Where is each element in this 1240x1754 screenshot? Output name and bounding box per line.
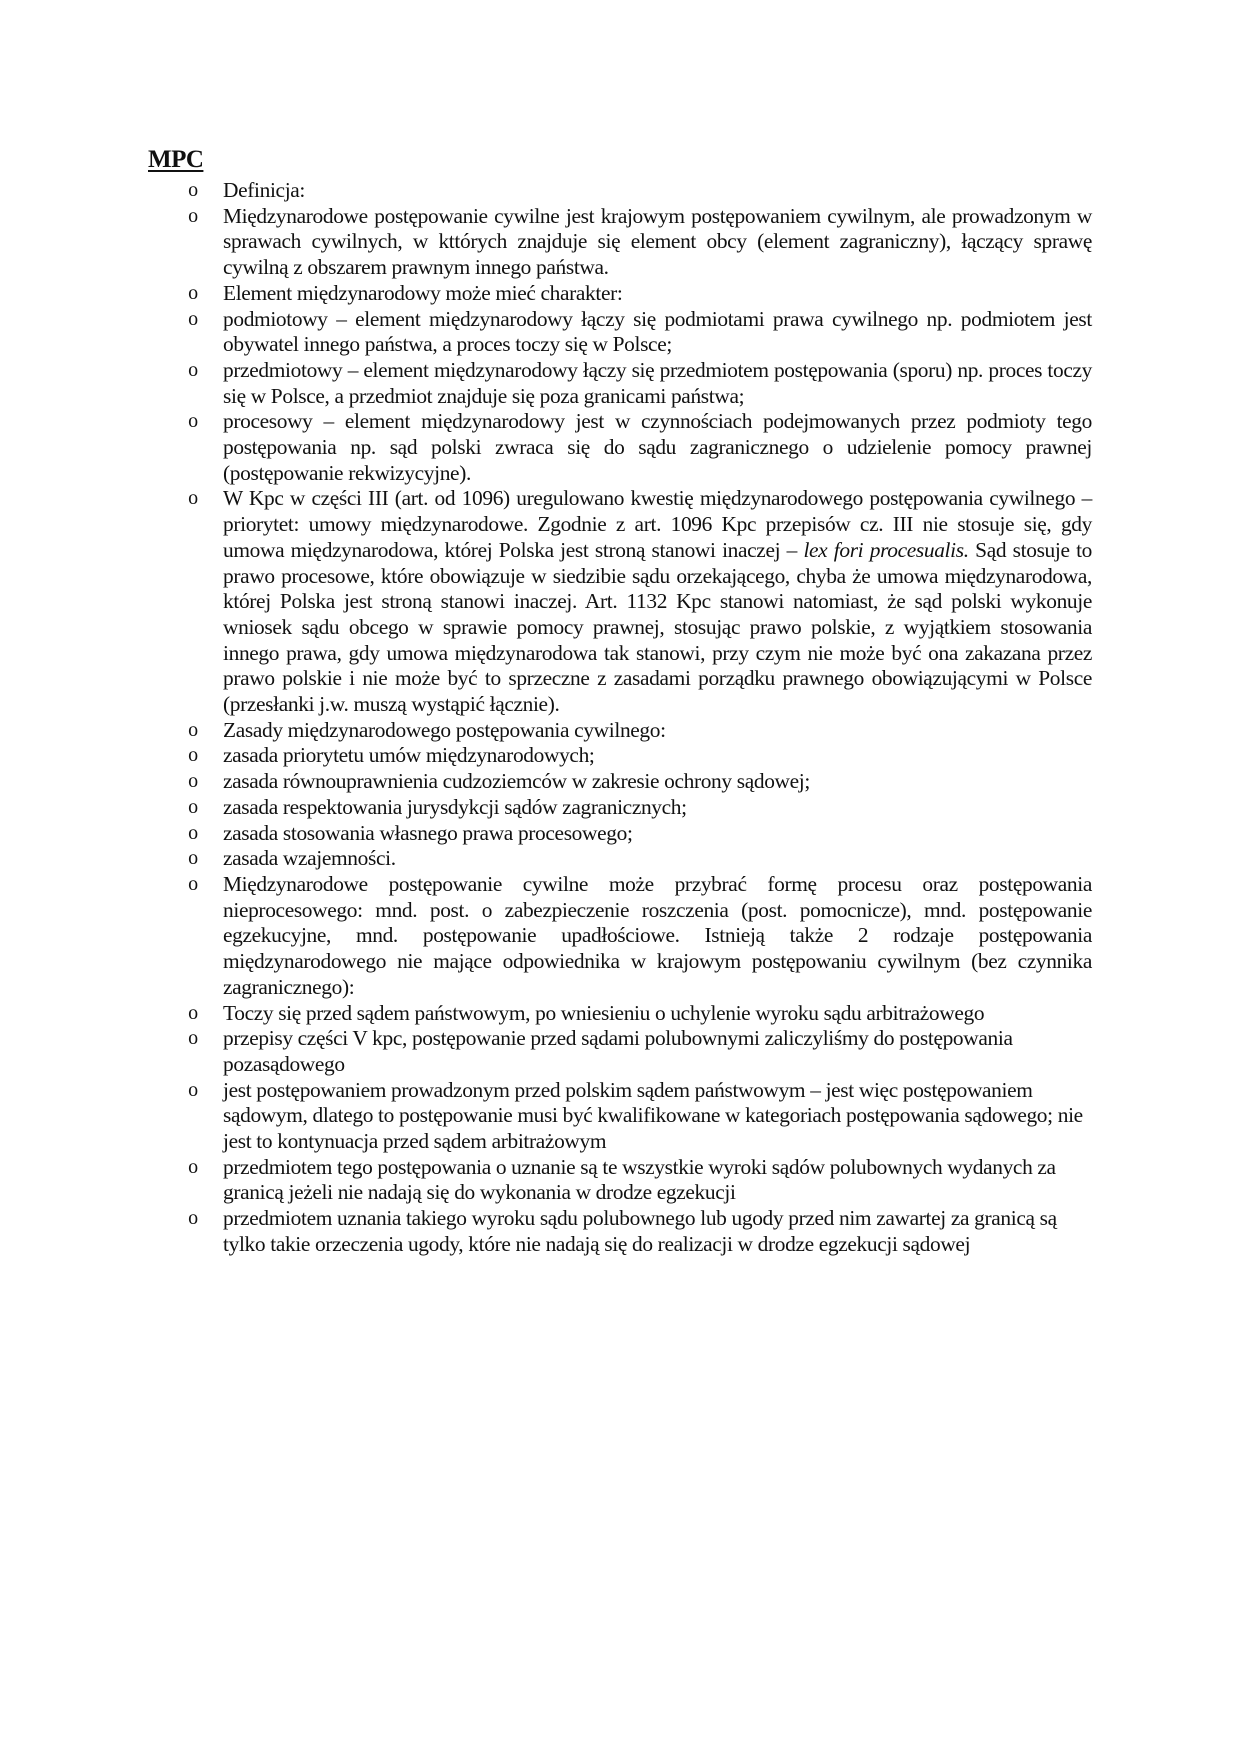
list-item-podmiotowy (186, 307, 1092, 358)
bullet-icon: o (188, 487, 198, 510)
list-item-kpc-part-iii (186, 486, 1092, 717)
list-item-recognition-subject (186, 1155, 1092, 1206)
list-item-principle (186, 821, 1092, 847)
list-item-principle (186, 795, 1092, 821)
list-item-principle (186, 769, 1092, 795)
list-item-definition-heading (186, 178, 1092, 204)
list-item-text: przedmiotowy – element międzynarodowy łączy się przedmiotem postępowania (sporu) np. proces toczy się w Polsce, a przedmiot znajduje się poza granicami państwa; (223, 357, 1092, 408)
list-item-forms (186, 872, 1092, 1001)
list-item-text: zasada stosowania własnego prawa procesowego; (223, 820, 633, 845)
bullet-icon: o (188, 1001, 198, 1024)
list-item-text: jest postępowaniem prowadzonym przed polskim sądem państwowym – jest więc postępowaniem sądowym, dlatego to postępowanie musi być kwalifikowane w kategoriach postępowania sądowego; nie jest to kontynuacja przed sądem arbitrażowym (223, 1077, 1083, 1154)
bullet-icon: o (188, 358, 198, 381)
bullet-icon: o (188, 179, 198, 201)
bullet-list (186, 178, 1092, 1258)
list-item-arbitration-annulment (186, 1001, 1092, 1027)
bullet-icon: o (188, 204, 198, 227)
text-segment: Sąd stosuje to prawo procesowe, które obowiązuje w siedzibie sądu orzekającego, chyba że umowa międzynarodowa, której Polska jest stroną stanowi inaczej. Art. 1132 Kpc stanowi natomiast, że sąd polski wykonuje wniosek sądu obcego w sprawie pomocy prawnej, stosując prawo polskie, z wyjątkiem stosowania innego prawa, gdy umowa międzynarodowa tak stanowi, przy czym nie może być ona zakazana przez prawo polskie i nie może być to sprzeczne z zasadami porządku prawnego obowiązującymi w Polsce (przesłanki j.w. muszą wystąpić łącznie). (223, 537, 1093, 717)
bullet-icon: o (188, 872, 198, 895)
list-item-text (223, 486, 1092, 717)
document-title: MPC (148, 146, 204, 173)
bullet-icon: o (188, 1155, 198, 1178)
list-item-principles-heading (186, 718, 1092, 744)
bullet-icon: o (188, 821, 198, 844)
bullet-icon: o (188, 1078, 198, 1101)
list-item-court-proceedings (186, 1078, 1092, 1155)
list-item-principle (186, 846, 1092, 872)
bullet-icon: o (188, 307, 198, 330)
list-item-text: zasada priorytetu umów międzynarodowych; (223, 743, 595, 768)
list-item-text: przepisy części V kpc, postępowanie przed sądami polubownymi zaliczyliśmy do postępowania pozasądowego (223, 1026, 1013, 1076)
bullet-icon: o (188, 847, 198, 870)
list-item-text: przedmiotem tego postępowania o uznanie są te wszystkie wyroki sądów polubownych wydanych za granicą jeżeli nie nadają się do wykonania w drodze egzekucji (223, 1154, 1056, 1205)
text-segment: W Kpc w części III (art. od 1096) uregulowano kwestię międzynarodowego postępowania cywilnego – priorytet: umowy międzynarodowe. Zgodnie z art. 1096 Kpc przepisów cz. III nie stosuje się, gdy umowa międzynarodowa, której Polska jest stroną stanowi inaczej – (223, 486, 1092, 562)
list-item-text: zasada respektowania jurysdykcji sądów zagranicznych; (223, 794, 687, 819)
bullet-icon: o (188, 281, 198, 304)
list-item-text: zasada równouprawnienia cudzoziemców w zakresie ochrony sądowej; (223, 769, 810, 794)
list-item-text: Międzynarodowe postępowanie cywilne jest krajowym postępowaniem cywilnym, ale prowadzonym w sprawach cywilnych, w kttórych znajduje się element obcy (element zagraniczny), łączący sprawę cywilną z obszarem prawnym innego państwa. (223, 203, 1092, 280)
bullet-icon: o (188, 410, 198, 433)
list-item-part-v-kpc (186, 1026, 1092, 1077)
bullet-icon: o (188, 744, 198, 767)
bullet-icon: o (188, 795, 198, 818)
bullet-icon: o (188, 1207, 198, 1230)
list-item-text: procesowy – element międzynarodowy jest w czynnościach podejmowanych przez podmioty tego postępowania np. sąd polski zwraca się do sądu zagranicznego o udzielenie pomocy prawnej (postępowanie rekwizycyjne). (223, 409, 1092, 485)
list-item-text: Zasady międzynarodowego postępowania cywilnego: (223, 717, 666, 742)
list-item-przedmiotowy (186, 358, 1092, 409)
list-item-principle (186, 743, 1092, 769)
list-item-text: Definicja: (223, 178, 306, 202)
list-item-text: Element międzynarodowy może mieć charakter: (223, 280, 623, 305)
list-item-text: zasada wzajemności. (223, 846, 396, 871)
list-item-text: Międzynarodowe postępowanie cywilne może przybrać formę procesu oraz postępowania nieprocesowego: mnd. post. o zabezpieczenie roszczenia (post. pomocnicze), mnd. postępowanie egzekucyjne, mnd. postępowanie upadłościowe. Istnieją także 2 rodzaje postępowania międzynarodowego nie mające odpowiednika w krajowym postępowaniu cywilnym (bez czynnika zagranicznego): (223, 871, 1092, 999)
list-item-text: Toczy się przed sądem państwowym, po wniesieniu o uchylenie wyroku sądu arbitrażowego (223, 1000, 985, 1025)
list-item-element-character (186, 281, 1092, 307)
list-item-text: podmiotowy – element międzynarodowy łączy się podmiotami prawa cywilnego np. podmiotem jest obywatel innego państwa, a proces toczy się w Polsce; (223, 306, 1092, 357)
bullet-icon: o (188, 770, 198, 793)
bullet-icon: o (188, 718, 198, 741)
list-item-procesowy (186, 409, 1092, 486)
list-item-recognition-scope (186, 1206, 1092, 1257)
list-item-definition (186, 204, 1092, 281)
latin-term: lex fori procesualis. (803, 537, 969, 562)
list-item-text: przedmiotem uznania takiego wyroku sądu polubownego lub ugody przed nim zawartej za granicą są tylko takie orzeczenia ugody, które nie nadają się do realizacji w drodze egzekucji sądowej (223, 1206, 1057, 1256)
bullet-icon: o (188, 1027, 198, 1050)
